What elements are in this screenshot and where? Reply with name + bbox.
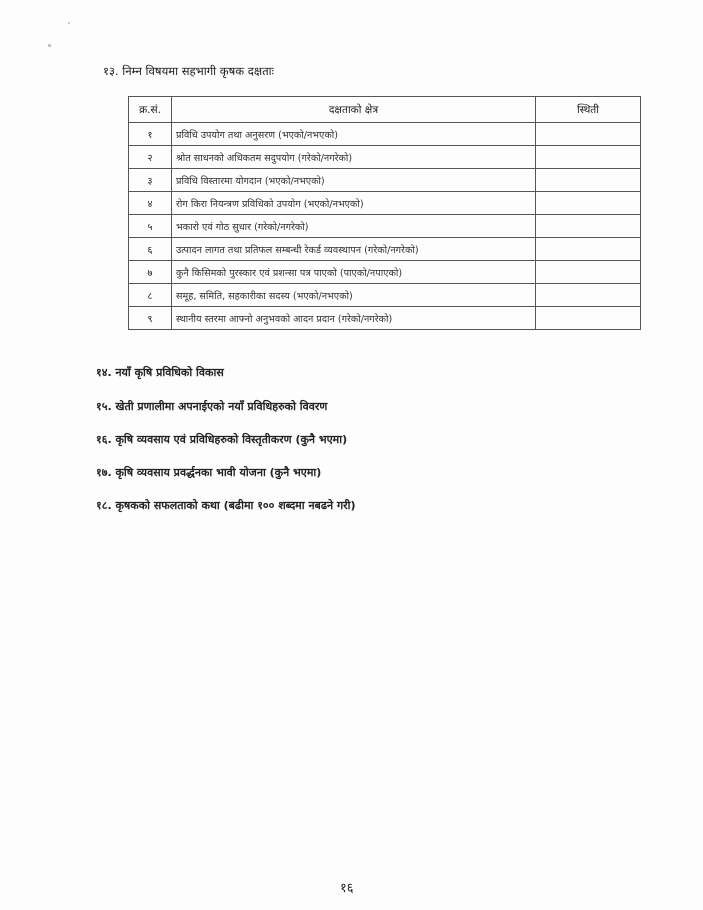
table-row [129, 238, 641, 261]
page-number: १६ [340, 881, 354, 896]
section-13-heading: १३. निम्न विषयमा सहभागी कृषक दक्षताः [103, 64, 274, 78]
row-status-cell[interactable] [536, 123, 641, 146]
row-serial-number: ७ [129, 261, 172, 284]
row-status-cell[interactable] [536, 169, 641, 192]
row-skill-area: श्रोत साधनको अधिकतम सदुपयोग (गरेको/नगरेको) [172, 146, 536, 169]
row-skill-area: प्रविधि विस्तारमा योगदान (भएको/नभएको) [172, 169, 536, 192]
row-serial-number: ३ [129, 169, 172, 192]
table-row [129, 307, 641, 330]
row-skill-area: समूह, समिति, सहकारीका सदस्य (भएको/नभएको) [172, 284, 536, 307]
header-serial-number: क्र.सं. [129, 97, 172, 123]
item-14: १४. नयाँ कृषि प्रविधिको विकास [96, 366, 224, 379]
item-16: १६. कृषि व्यवसाय एवं प्रविधिहरुको विस्तृतीकरण (कुनै भएमा) [96, 433, 348, 446]
table-row [129, 215, 641, 238]
scan-speck [48, 44, 51, 47]
table-header-row [129, 97, 641, 123]
table-row [129, 284, 641, 307]
row-serial-number: ५ [129, 215, 172, 238]
item-15: १५. खेती प्रणालीमा अपनाईएको नयाँ प्रविधिहरुको विवरण [96, 400, 328, 413]
row-serial-number: २ [129, 146, 172, 169]
row-status-cell[interactable] [536, 238, 641, 261]
skills-table [128, 96, 641, 330]
item-18: १८. कृषकको सफलताको कथा (बढीमा १०० शब्दमा नबढने गरी) [96, 499, 356, 512]
row-status-cell[interactable] [536, 146, 641, 169]
row-serial-number: ८ [129, 284, 172, 307]
table-row [129, 192, 641, 215]
row-skill-area: स्थानीय स्तरमा आफ्नो अनुभवको आदन प्रदान (गरेको/नगरेको) [172, 307, 536, 330]
row-serial-number: ६ [129, 238, 172, 261]
row-status-cell[interactable] [536, 284, 641, 307]
row-skill-area: भकारो एवं गोठ सुधार (गरेको/नगरेको) [172, 215, 536, 238]
table-row [129, 261, 641, 284]
row-skill-area: कुनै किसिमको पुरस्कार एवं प्रशन्सा पत्र पाएको (पाएको/नपाएको) [172, 261, 536, 284]
header-skill-area: दक्षताको क्षेत्र [172, 97, 536, 123]
scan-speck [68, 22, 70, 24]
row-skill-area: प्रविधि उपयोग तथा अनुसरण (भएको/नभएको) [172, 123, 536, 146]
row-serial-number: ९ [129, 307, 172, 330]
row-status-cell[interactable] [536, 192, 641, 215]
table-row [129, 123, 641, 146]
row-serial-number: १ [129, 123, 172, 146]
table-row [129, 146, 641, 169]
item-17: १७. कृषि व्यवसाय प्रवर्द्धनका भावी योजना (कुनै भएमा) [96, 466, 322, 479]
table-row [129, 169, 641, 192]
row-skill-area: रोग किरा नियन्त्रण प्रविधिको उपयोग (भएको/नभएको) [172, 192, 536, 215]
row-status-cell[interactable] [536, 261, 641, 284]
row-status-cell[interactable] [536, 307, 641, 330]
row-status-cell[interactable] [536, 215, 641, 238]
header-status: स्थिती [536, 97, 641, 123]
row-serial-number: ४ [129, 192, 172, 215]
row-skill-area: उत्पादन लागत तथा प्रतिफल सम्बन्धी रेकर्ड व्यवस्थापन (गरेको/नगरेको) [172, 238, 536, 261]
